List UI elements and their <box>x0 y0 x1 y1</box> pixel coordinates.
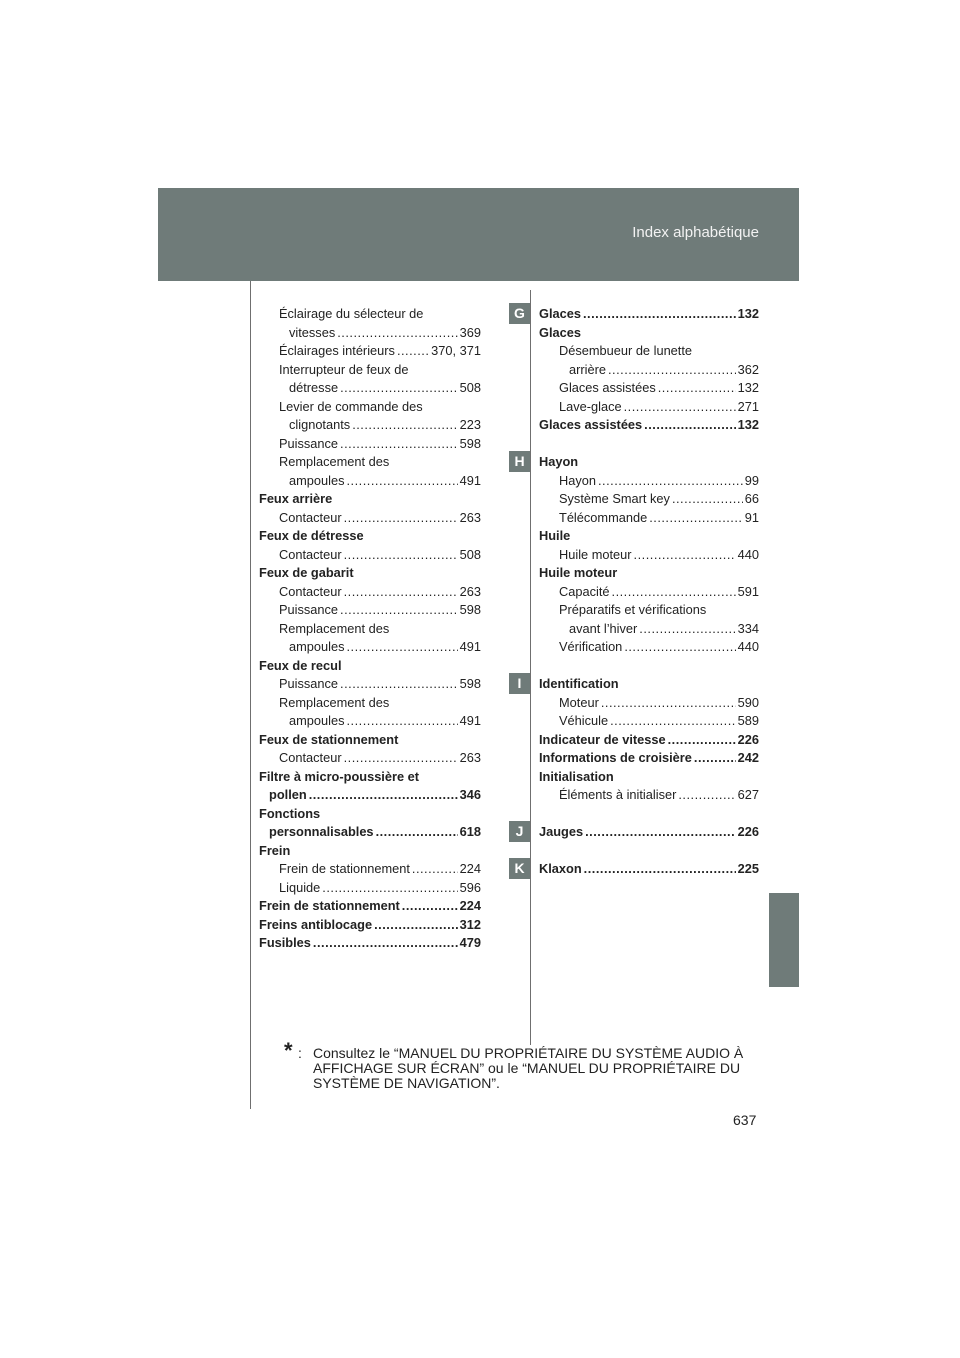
entry-page-ref: 346 <box>459 787 481 802</box>
entry-label: Fusibles <box>259 935 311 950</box>
entry-label: Contacteur <box>279 546 342 562</box>
dot-leader <box>624 398 736 417</box>
section-letter-tab: G <box>509 303 530 324</box>
footnote-text: Consultez le “MANUEL DU PROPRIÉTAIRE DU SYSTÈME AUDIO À AFFICHAGE SUR ÉCRAN” ou le “MANUEL DU PROPRIÉTAIRE DU SYSTÈME DE NAVIGATION”. <box>313 1045 744 1091</box>
index-entry <box>259 712 481 731</box>
entry-gap <box>539 805 759 824</box>
entry-page-ref: 598 <box>459 676 481 691</box>
index-entry <box>259 620 481 639</box>
dot-leader <box>340 379 458 398</box>
index-entry <box>539 620 759 639</box>
entry-label: Feux de stationnement <box>259 731 399 747</box>
dot-leader <box>412 860 458 879</box>
index-entry <box>259 509 481 528</box>
entry-page-ref: 334 <box>737 620 759 636</box>
index-entry <box>259 453 481 472</box>
index-entry <box>539 472 759 491</box>
dot-leader <box>344 546 458 565</box>
entry-page-ref: 242 <box>737 750 759 765</box>
index-entry <box>539 564 759 583</box>
index-entry <box>259 564 481 583</box>
entry-label: Huile <box>539 528 571 543</box>
entry-label: Frein de stationnement <box>259 898 400 913</box>
entry-page-ref: 132 <box>737 380 759 395</box>
index-entry <box>259 324 481 343</box>
entry-label: ampoules <box>289 713 345 728</box>
entry-page-ref: 312 <box>459 916 481 932</box>
index-entry <box>259 546 481 565</box>
entry-page-ref: 596 <box>459 879 481 895</box>
entry-gap <box>539 657 759 676</box>
entry-label: avant l’hiver <box>569 620 638 636</box>
column-divider <box>530 290 531 1045</box>
entry-page-ref: 369 <box>459 324 481 340</box>
index-entry <box>259 398 481 417</box>
entry-page-ref: 66 <box>744 491 759 506</box>
entry-page-ref: 618 <box>459 824 481 839</box>
entry-page-ref: 370, 371 <box>431 343 481 358</box>
dot-leader <box>374 916 458 935</box>
entry-label: Contacteur <box>279 509 342 525</box>
index-entry <box>259 823 481 842</box>
entry-label: clignotants <box>289 417 351 432</box>
index-entry <box>539 324 759 343</box>
index-entry <box>259 675 481 694</box>
entry-label: Hayon <box>559 472 596 488</box>
footnote-separator: : <box>298 1045 302 1061</box>
entry-page-ref: 508 <box>459 546 481 562</box>
index-entry <box>539 823 759 842</box>
entry-label: ampoules <box>289 472 345 488</box>
index-entry <box>259 657 481 676</box>
entry-label: Klaxon <box>539 861 582 876</box>
footnote <box>284 1038 764 1091</box>
footnote-marker: * <box>284 1038 293 1063</box>
entry-label: détresse <box>289 380 339 395</box>
entry-page-ref: 225 <box>737 861 759 876</box>
dot-leader <box>397 342 429 361</box>
index-entry <box>259 435 481 454</box>
index-entry <box>539 768 759 787</box>
entry-gap <box>539 842 759 861</box>
section-letter-tab: H <box>509 451 530 472</box>
index-entry <box>259 842 481 861</box>
index-entry <box>539 601 759 620</box>
section-side-tab <box>769 893 799 987</box>
entry-label: Identification <box>539 676 619 691</box>
entry-page-ref: 223 <box>459 417 481 432</box>
index-entry <box>259 934 481 953</box>
entry-label: Feux de recul <box>259 657 342 673</box>
entry-gap <box>539 435 759 454</box>
entry-label: Glaces <box>539 306 581 321</box>
entry-label: Moteur <box>559 694 599 710</box>
entry-label: Huile moteur <box>559 546 632 562</box>
index-entry <box>259 379 481 398</box>
entry-page-ref: 91 <box>744 509 759 525</box>
entry-label: Puissance <box>279 676 339 691</box>
section-letter-tab: J <box>509 821 530 842</box>
entry-page-ref: 226 <box>737 731 759 747</box>
index-entry <box>259 916 481 935</box>
index-entry <box>539 342 759 361</box>
entry-label: Système Smart key <box>559 491 670 506</box>
index-entry <box>539 416 759 435</box>
entry-label: Frein de stationnement <box>279 861 410 876</box>
index-column-right <box>539 305 759 879</box>
dot-leader <box>583 305 736 324</box>
dot-leader <box>678 786 735 805</box>
index-entry <box>539 546 759 565</box>
entry-page-ref: 224 <box>459 861 481 876</box>
entry-page-ref: 590 <box>737 694 759 710</box>
entry-page-ref: 591 <box>737 583 759 599</box>
index-entry <box>539 509 759 528</box>
entry-page-ref: 263 <box>459 583 481 599</box>
dot-leader <box>612 583 736 602</box>
dot-leader <box>668 731 736 750</box>
index-entry <box>259 342 481 361</box>
entry-label: Feux arrière <box>259 491 333 506</box>
left-rule <box>250 281 251 1109</box>
dot-leader <box>402 897 458 916</box>
dot-leader <box>344 749 458 768</box>
entry-label: Remplacement des <box>279 454 390 469</box>
dot-leader <box>644 416 735 435</box>
entry-page-ref: 263 <box>459 750 481 765</box>
dot-leader <box>624 638 735 657</box>
entry-label: Feux de détresse <box>259 528 364 543</box>
entry-page-ref: 132 <box>737 417 759 432</box>
index-entry <box>259 749 481 768</box>
index-entry <box>259 786 481 805</box>
entry-label: Préparatifs et vérifications <box>559 602 707 617</box>
entry-label: Feux de gabarit <box>259 565 354 580</box>
dot-leader <box>347 712 458 731</box>
entry-page-ref: 362 <box>737 361 759 377</box>
index-entry <box>259 527 481 546</box>
entry-label: vitesses <box>289 324 336 340</box>
entry-label: Jauges <box>539 824 584 839</box>
dot-leader <box>639 620 735 639</box>
entry-label: pollen <box>269 787 307 802</box>
entry-page-ref: 508 <box>459 380 481 395</box>
dot-leader <box>309 786 458 805</box>
index-entry <box>539 490 759 509</box>
index-entry <box>259 731 481 750</box>
entry-page-ref: 226 <box>737 824 759 839</box>
dot-leader <box>584 860 736 879</box>
index-entry <box>259 472 481 491</box>
index-entry <box>259 638 481 657</box>
entry-page-ref: 491 <box>459 713 481 728</box>
entry-label: Freins antiblocage <box>259 916 373 932</box>
dot-leader <box>347 638 458 657</box>
entry-page-ref: 589 <box>737 713 759 728</box>
entry-label: Fonctions <box>259 805 321 821</box>
index-entry <box>259 601 481 620</box>
dot-leader <box>634 546 736 565</box>
dot-leader <box>347 472 458 491</box>
dot-leader <box>322 879 457 898</box>
entry-label: Levier de commande des <box>279 398 423 414</box>
index-entry <box>539 731 759 750</box>
dot-leader <box>672 490 743 509</box>
dot-leader <box>344 583 458 602</box>
index-entry <box>539 694 759 713</box>
entry-label: Contacteur <box>279 750 342 765</box>
dot-leader <box>610 712 736 731</box>
entry-label: Indicateur de vitesse <box>539 731 666 747</box>
dot-leader <box>608 361 736 380</box>
index-entry <box>259 805 481 824</box>
page-header-title: Index alphabétique <box>632 224 759 241</box>
entry-label: Éclairage du sélecteur de <box>279 306 424 321</box>
index-entry <box>539 453 759 472</box>
entry-label: Interrupteur de feux de <box>279 361 409 377</box>
dot-leader <box>658 379 736 398</box>
entry-label: arrière <box>569 361 606 377</box>
dot-leader <box>598 472 743 491</box>
index-entry <box>259 416 481 435</box>
entry-label: ampoules <box>289 639 345 654</box>
entry-label: Éclairages intérieurs <box>279 343 395 358</box>
index-entry <box>259 768 481 787</box>
entry-page-ref: 491 <box>459 639 481 654</box>
entry-label: Vérification <box>559 639 623 654</box>
entry-label: Glaces <box>539 324 581 340</box>
entry-label: Glaces assistées <box>539 417 643 432</box>
entry-label: Désembueur de lunette <box>559 343 693 358</box>
index-entry <box>539 749 759 768</box>
index-column-left <box>259 305 481 953</box>
index-entry <box>539 361 759 380</box>
index-entry <box>539 786 759 805</box>
entry-label: Contacteur <box>279 583 342 599</box>
entry-label: Glaces assistées <box>559 380 656 395</box>
entry-page-ref: 440 <box>737 639 759 654</box>
entry-label: Filtre à micro-poussière et <box>259 768 420 784</box>
entry-label: Liquide <box>279 879 321 895</box>
index-entry <box>259 305 481 324</box>
dot-leader <box>340 435 458 454</box>
dot-leader <box>313 934 458 953</box>
entry-page-ref: 598 <box>459 435 481 451</box>
index-entry <box>259 694 481 713</box>
index-entry <box>259 897 481 916</box>
index-entry <box>539 527 759 546</box>
dot-leader <box>376 823 458 842</box>
entry-page-ref: 99 <box>744 472 759 488</box>
entry-label: Hayon <box>539 454 579 469</box>
entry-page-ref: 491 <box>459 472 481 488</box>
entry-page-ref: 132 <box>737 306 759 321</box>
section-letter-tab: K <box>509 858 530 879</box>
entry-label: Télécommande <box>559 509 648 525</box>
entry-page-ref: 627 <box>737 787 759 802</box>
header-band <box>158 188 799 281</box>
index-entry <box>259 361 481 380</box>
index-entry <box>539 860 759 879</box>
index-entry <box>259 879 481 898</box>
index-entry <box>539 675 759 694</box>
entry-label: Capacité <box>559 583 610 599</box>
index-entry <box>539 583 759 602</box>
dot-leader <box>344 509 458 528</box>
dot-leader <box>352 416 457 435</box>
entry-page-ref: 224 <box>459 898 481 913</box>
entry-label: Remplacement des <box>279 694 390 710</box>
entry-label: Éléments à initialiser <box>559 787 677 802</box>
entry-page-ref: 440 <box>737 546 759 562</box>
entry-label: Puissance <box>279 602 339 617</box>
entry-page-ref: 271 <box>737 398 759 414</box>
entry-label: Huile moteur <box>539 565 618 580</box>
entry-label: Initialisation <box>539 768 614 784</box>
entry-label: Puissance <box>279 435 339 451</box>
index-entry <box>539 712 759 731</box>
index-entry <box>539 398 759 417</box>
entry-label: personnalisables <box>269 824 374 839</box>
index-entry <box>259 860 481 879</box>
index-entry <box>259 490 481 509</box>
dot-leader <box>694 749 736 768</box>
dot-leader <box>337 324 457 343</box>
entry-label: Remplacement des <box>279 620 390 636</box>
page-number: 637 <box>733 1112 757 1128</box>
entry-label: Lave-glace <box>559 398 622 414</box>
dot-leader <box>585 823 736 842</box>
entry-page-ref: 263 <box>459 509 481 525</box>
index-entry <box>539 305 759 324</box>
entry-page-ref: 598 <box>459 602 481 617</box>
section-letter-tab: I <box>509 673 530 694</box>
dot-leader <box>649 509 743 528</box>
dot-leader <box>601 694 736 713</box>
dot-leader <box>340 601 458 620</box>
entry-label: Frein <box>259 842 291 858</box>
entry-page-ref: 479 <box>459 935 481 950</box>
index-entry <box>539 638 759 657</box>
entry-label: Informations de croisière <box>539 750 692 765</box>
dot-leader <box>340 675 458 694</box>
index-entry <box>539 379 759 398</box>
entry-label: Véhicule <box>559 713 609 728</box>
index-entry <box>259 583 481 602</box>
